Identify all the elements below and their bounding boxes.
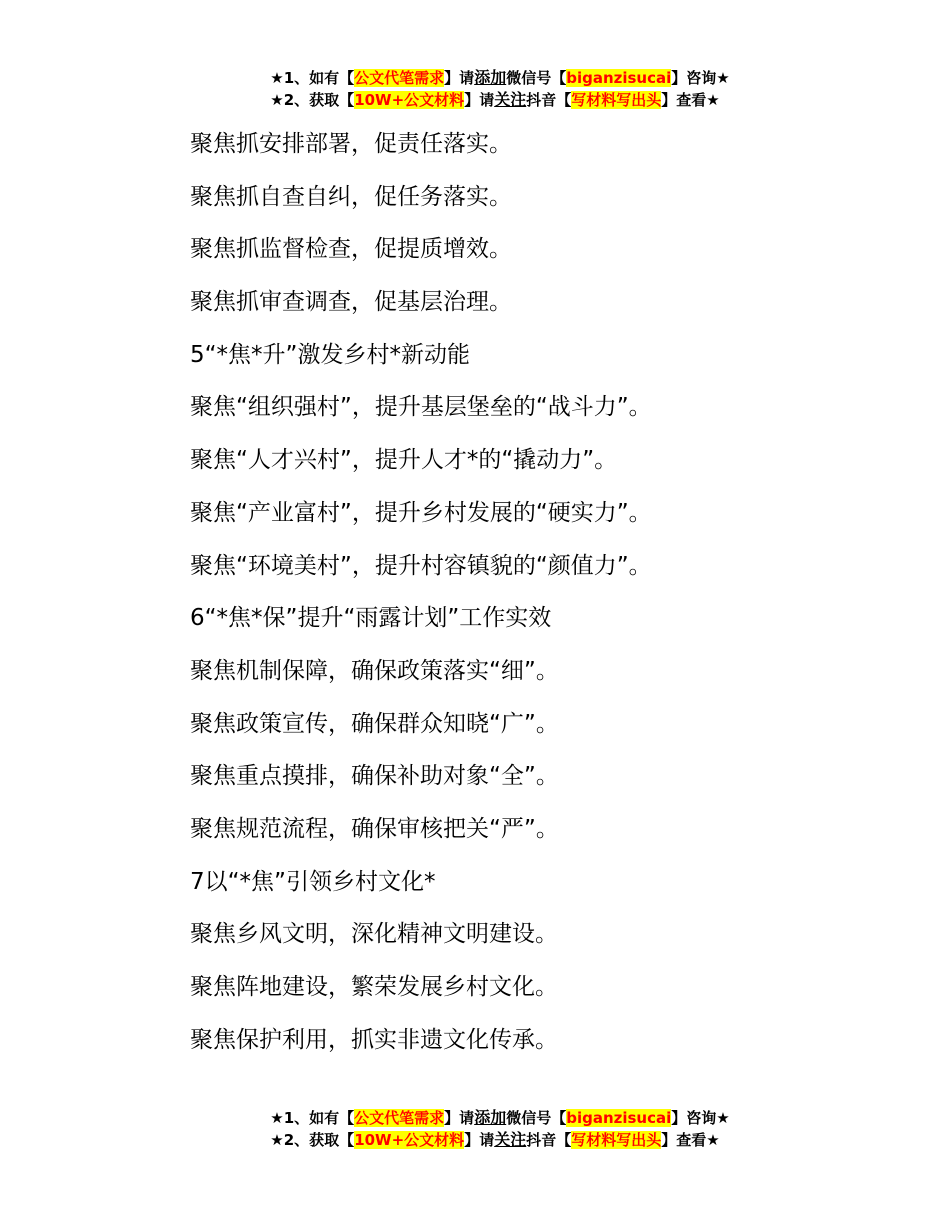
paragraph: 聚焦抓安排部署，促责任落实。 xyxy=(190,131,512,157)
paragraph: 聚焦抓自查自纠，促任务落实。 xyxy=(190,183,512,210)
banner-highlight: 写材料写出头 xyxy=(571,1131,662,1149)
banner-text: 】请 xyxy=(464,1131,495,1149)
banner-text: ★2、获取【 xyxy=(270,1131,355,1149)
banner-underlined: 关注 xyxy=(494,1130,527,1149)
paragraph: 聚焦政策宣传，确保群众知晓“广”。 xyxy=(190,710,559,737)
paragraph: 聚焦“组织强村”，提升基层堡垒的“战斗力”。 xyxy=(190,394,652,421)
paragraph: 聚焦保护利用，抓实非遗文化传承。 xyxy=(190,1026,558,1053)
footer-banner xyxy=(0,1107,950,1151)
paragraph: 聚焦阵地建设，繁荣发展乡村文化。 xyxy=(190,974,558,1000)
banner-highlight: 公文代笔需求 xyxy=(354,1109,445,1127)
banner-text: 】咨询★ xyxy=(671,69,730,87)
paragraph: 聚焦“产业富村”，提升乡村发展的“硬实力”。 xyxy=(190,499,652,526)
header-banner xyxy=(0,67,950,111)
paragraph: 聚焦抓监督检查，促提质增效。 xyxy=(190,236,512,263)
banner-line-1 xyxy=(0,67,950,89)
banner-line-2 xyxy=(0,89,950,111)
banner-text: 抖音【 xyxy=(526,1131,572,1149)
banner-underlined: 添加 xyxy=(474,1108,507,1127)
banner-text: 】请 xyxy=(444,1109,475,1127)
banner-text: ★2、获取【 xyxy=(270,91,355,109)
banner-text: 抖音【 xyxy=(526,91,572,109)
section-heading: 7以“*焦”引领乡村文化* xyxy=(190,868,436,895)
paragraph: 聚焦“人才兴村”，提升人才*的“撬动力”。 xyxy=(190,447,618,474)
document-body xyxy=(190,118,910,1066)
banner-highlight: 10W+公文材料 xyxy=(354,1131,465,1149)
banner-text: 】请 xyxy=(464,91,495,109)
banner-text: 微信号【 xyxy=(506,69,567,87)
banner-line-1 xyxy=(0,1107,950,1129)
paragraph: 聚焦抓审查调查，促基层治理。 xyxy=(190,289,512,316)
paragraph: 聚焦重点摸排，确保补助对象“全”。 xyxy=(190,763,559,790)
banner-wechat-id: biganzisucai xyxy=(566,1109,672,1127)
banner-underlined: 关注 xyxy=(494,90,527,109)
banner-line-2 xyxy=(0,1129,950,1151)
banner-text: 】查看★ xyxy=(661,91,720,109)
banner-text: 】查看★ xyxy=(661,1131,720,1149)
banner-text: 微信号【 xyxy=(506,1109,567,1127)
banner-underlined: 添加 xyxy=(474,68,507,87)
banner-text: ★1、如有【 xyxy=(270,69,355,87)
banner-wechat-id: biganzisucai xyxy=(566,69,672,87)
banner-highlight: 10W+公文材料 xyxy=(354,91,465,109)
banner-text: 】请 xyxy=(444,69,475,87)
banner-highlight: 公文代笔需求 xyxy=(354,69,445,87)
paragraph: 聚焦乡风文明，深化精神文明建设。 xyxy=(190,921,558,948)
banner-highlight: 写材料写出头 xyxy=(571,91,662,109)
banner-text: 】咨询★ xyxy=(671,1109,730,1127)
banner-text: ★1、如有【 xyxy=(270,1109,355,1127)
section-heading: 6“*焦*保”提升“雨露计划”工作实效 xyxy=(190,605,552,632)
paragraph: 聚焦规范流程，确保审核把关“严”。 xyxy=(190,815,559,842)
paragraph: 聚焦机制保障，确保政策落实“细”。 xyxy=(190,657,559,684)
section-heading: 5“*焦*升”激发乡村*新动能 xyxy=(190,341,470,368)
paragraph: 聚焦“环境美村”，提升村容镇貌的“颜值力”。 xyxy=(190,552,652,579)
